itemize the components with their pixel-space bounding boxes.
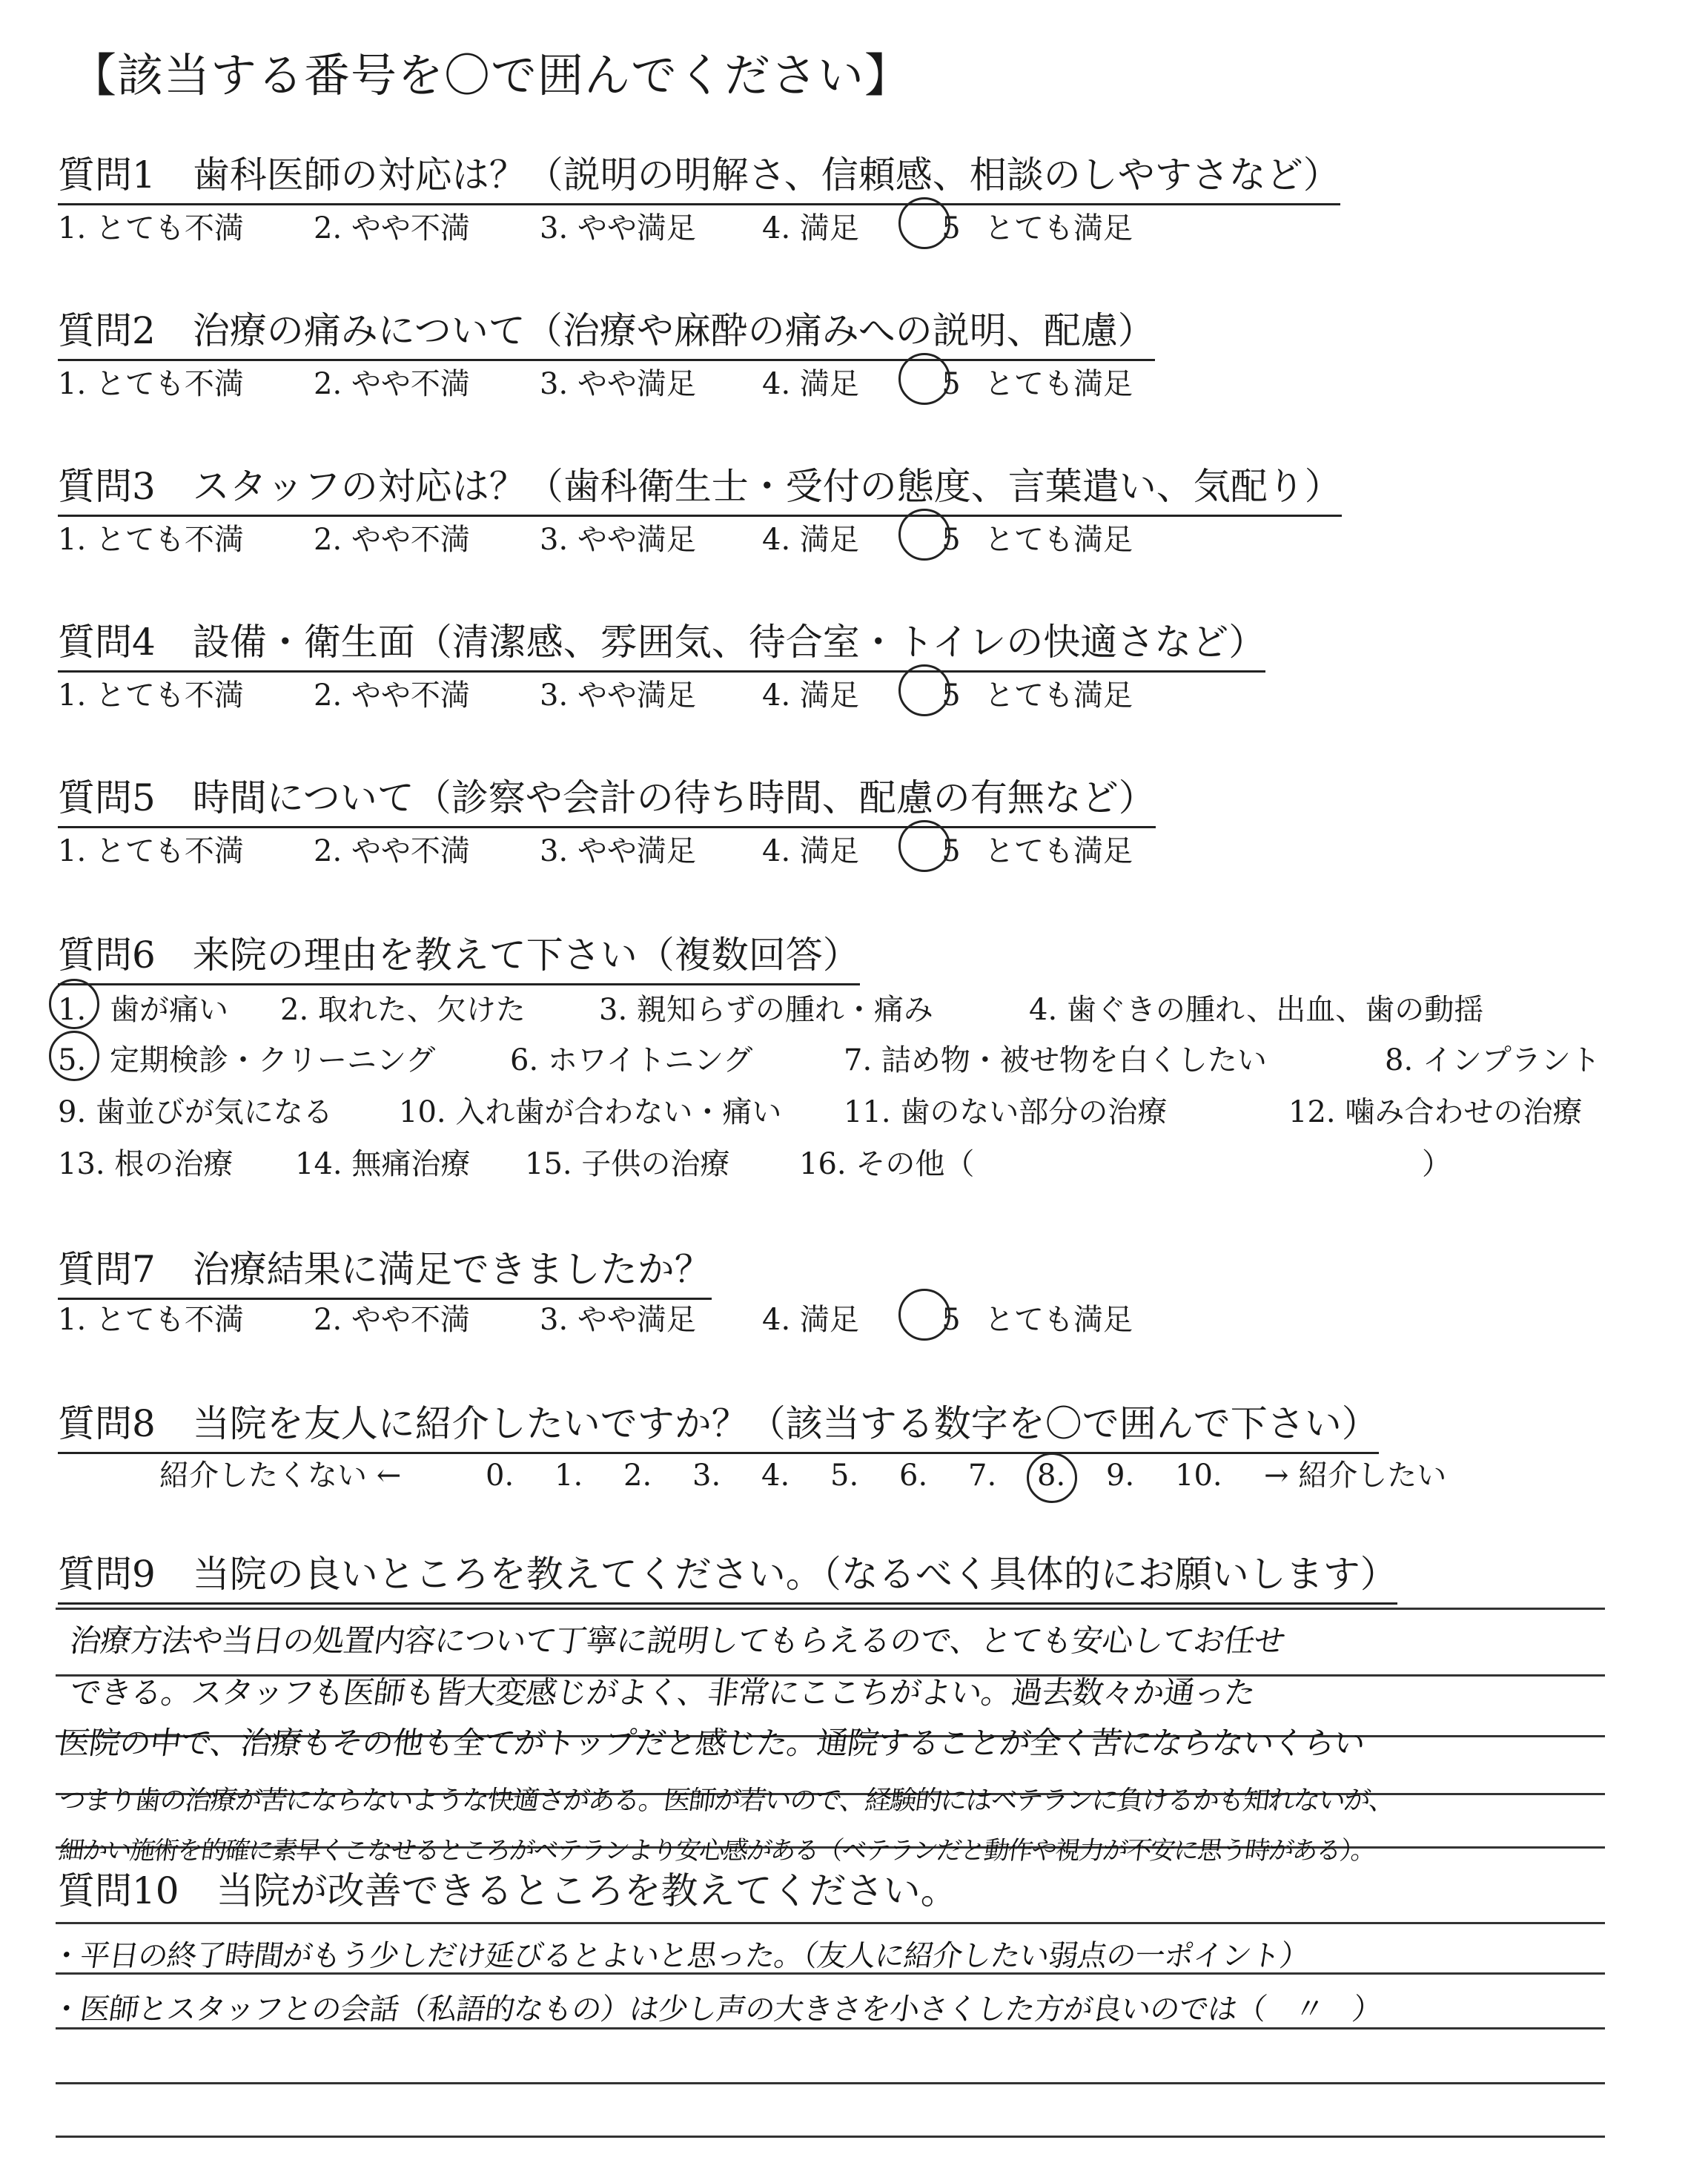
q7-heading: 質問7 治療結果に満足できましたか？ <box>58 1240 712 1300</box>
q4-option-5[interactable]: 5 <box>941 678 961 713</box>
q8-scale-0[interactable]: 0. <box>486 1459 514 1493</box>
q6-option-7[interactable]: 7. 詰め物・被せ物を白くしたい <box>844 1043 1267 1077</box>
q2-option-1[interactable]: 1. とても不満 <box>58 367 244 401</box>
q6-answer-circle-5 <box>49 1031 99 1081</box>
q2-option-5-label: とても満足 <box>984 367 1133 401</box>
q6-line-2 <box>58 1037 1601 1079</box>
q10-rule-5 <box>56 2136 1605 2138</box>
q3-option-1[interactable]: 1. とても不満 <box>58 523 244 557</box>
q9-answer-line-2[interactable]: できる。スタッフも医師も皆大変感じがよく、非常にここちがよい。過去数々か通った <box>67 1674 1258 1711</box>
q6-option-5-label[interactable]: 定期検診・クリーニング <box>110 1043 436 1077</box>
q1-answer-circle <box>898 197 950 249</box>
q8-scale-2[interactable]: 2. <box>623 1459 652 1493</box>
q8-scale-3[interactable]: 3. <box>692 1459 721 1493</box>
q5-option-2[interactable]: 2. やや不満 <box>314 834 470 868</box>
q8-scale-1[interactable]: 1. <box>555 1459 583 1493</box>
q3-answer-circle <box>898 509 950 561</box>
q1-option-5[interactable]: 5 <box>941 211 961 245</box>
q4-option-5-label: とても満足 <box>984 678 1133 713</box>
q6-option-5-number[interactable]: 5. <box>58 1043 87 1077</box>
q4-options <box>58 672 1133 714</box>
q2-answer-circle <box>898 353 950 405</box>
q6-option-11[interactable]: 11. 歯のない部分の治療 <box>844 1095 1168 1129</box>
page-title: 【該当する番号を〇で囲んでください】 <box>70 48 912 102</box>
q4-heading: 質問4 設備・衛生面（清潔感、雰囲気、待合室・トイレの快適さなど） <box>58 612 1265 673</box>
q10-answer-line-1[interactable]: ・平日の終了時間がもう少しだけ延びるとよいと思った。（友人に紹介したい弱点の一ポイント） <box>49 1939 1311 1973</box>
q6-option-13[interactable]: 13. 根の治療 <box>58 1147 234 1181</box>
q8-left-label: 紹介したくない ← <box>159 1459 402 1493</box>
q6-option-10[interactable]: 10. 入れ歯が合わない・痛い <box>399 1095 782 1129</box>
q8-scale-8[interactable]: 8. <box>1037 1459 1106 1493</box>
q10-answer-line-2[interactable]: ・医師とスタッフとの会話（私語的なもの）は少し声の大きさを小さくした方が良いのでは（ 〃 ） <box>49 1992 1384 2027</box>
q7-option-1[interactable]: 1. とても不満 <box>58 1303 244 1337</box>
q2-option-4[interactable]: 4. 満足 <box>762 367 859 401</box>
q6-option-3[interactable]: 3. 親知らずの腫れ・痛み <box>599 993 933 1027</box>
q4-option-3[interactable]: 3. やや満足 <box>540 678 696 713</box>
q5-option-5-label: とても満足 <box>984 834 1133 868</box>
q5-option-5[interactable]: 5 <box>941 834 961 868</box>
q5-answer-circle <box>898 820 950 872</box>
q5-options <box>58 828 1133 870</box>
q1-option-4[interactable]: 4. 満足 <box>762 211 859 245</box>
q2-option-3[interactable]: 3. やや満足 <box>540 367 696 401</box>
q10-heading: 質問10 当院が改善できるところを教えてください。 <box>58 1869 958 1912</box>
q7-option-5-label: とても満足 <box>984 1303 1133 1337</box>
q5-option-1[interactable]: 1. とても不満 <box>58 834 244 868</box>
q10-rule-1 <box>56 1922 1605 1924</box>
q2-option-2[interactable]: 2. やや不満 <box>314 367 470 401</box>
q1-option-1[interactable]: 1. とても不満 <box>58 211 244 245</box>
q2-option-5[interactable]: 5 <box>941 367 961 401</box>
q6-option-2[interactable]: 2. 取れた、欠けた <box>280 993 526 1027</box>
q5-option-3[interactable]: 3. やや満足 <box>540 834 696 868</box>
q3-option-3[interactable]: 3. やや満足 <box>540 523 696 557</box>
q1-option-2[interactable]: 2. やや不満 <box>314 211 470 245</box>
q8-scale-9[interactable]: 9. <box>1106 1459 1135 1493</box>
q3-option-5-label: とても満足 <box>984 523 1133 557</box>
q7-option-4[interactable]: 4. 満足 <box>762 1303 859 1337</box>
q6-option-14[interactable]: 14. 無痛治療 <box>295 1147 471 1181</box>
q6-option-12[interactable]: 12. 噛み合わせの治療 <box>1288 1095 1583 1129</box>
q3-options <box>58 516 1133 558</box>
q6-option-16-close: ） <box>1422 1147 1452 1181</box>
q6-option-15[interactable]: 15. 子供の治療 <box>525 1147 730 1181</box>
q7-answer-circle <box>898 1289 950 1341</box>
q7-option-2[interactable]: 2. やや不満 <box>314 1303 470 1337</box>
q4-answer-circle <box>898 664 950 716</box>
q9-rule-1 <box>56 1608 1605 1610</box>
q6-line-1 <box>58 986 1483 1028</box>
q9-answer-line-1[interactable]: 治療方法や当日の処置内容について丁寧に説明してもらえるので、とても安心してお任せ <box>67 1622 1288 1659</box>
q9-answer-line-3[interactable]: 医院の中で、治療もその他も全てがトップだと感じた。通院することが全く苦にならないくらい <box>56 1725 1367 1761</box>
q8-scale-6[interactable]: 6. <box>899 1459 928 1493</box>
q6-answer-circle-1 <box>49 979 99 1029</box>
q8-scale-7[interactable]: 7. <box>968 1459 997 1493</box>
q8-answer-circle <box>1027 1453 1077 1503</box>
q6-option-1-number[interactable]: 1. <box>58 993 87 1027</box>
q1-options <box>58 205 1133 247</box>
q6-line-3 <box>58 1089 1582 1131</box>
q4-option-1[interactable]: 1. とても不満 <box>58 678 244 713</box>
q3-option-2[interactable]: 2. やや不満 <box>314 523 470 557</box>
q6-option-8[interactable]: 8. インプラント <box>1385 1043 1601 1077</box>
q9-answer-line-4[interactable]: つまり歯の治療が苦にならないような快適さがある。医師が若いので、経験的にはベテランに負けるかも知れないが、 <box>56 1786 1397 1816</box>
q3-option-5[interactable]: 5 <box>941 523 961 557</box>
q6-option-6[interactable]: 6. ホワイトニング <box>510 1043 753 1077</box>
q1-option-3[interactable]: 3. やや満足 <box>540 211 696 245</box>
q1-option-5-label: とても満足 <box>984 211 1133 245</box>
q9-heading: 質問9 当院の良いところを教えてください。（なるべく具体的にお願いします） <box>58 1545 1397 1605</box>
q8-scale-5[interactable]: 5. <box>830 1459 859 1493</box>
q5-heading: 質問5 時間について（診察や会計の待ち時間、配慮の有無など） <box>58 768 1156 828</box>
q3-heading: 質問3 スタッフの対応は？（歯科衛生士・受付の態度、言葉遣い、気配り） <box>58 457 1342 517</box>
q3-option-4[interactable]: 4. 満足 <box>762 523 859 557</box>
q8-right-label: → 紹介したい <box>1264 1459 1447 1493</box>
q8-scale <box>159 1452 1446 1494</box>
q7-option-3[interactable]: 3. やや満足 <box>540 1303 696 1337</box>
q5-option-4[interactable]: 4. 満足 <box>762 834 859 868</box>
q7-options <box>58 1296 1133 1338</box>
q8-heading: 質問8 当院を友人に紹介したいですか？（該当する数字を〇で囲んで下さい） <box>58 1394 1379 1454</box>
q2-options <box>58 360 1133 403</box>
q6-line-4 <box>58 1140 1452 1183</box>
q6-option-9[interactable]: 9. 歯並びが気になる <box>58 1095 333 1129</box>
q9-answer-line-5[interactable]: 細かい施術を的確に素早くこなせるところがベテランより安心感がある（ベテランだと動作や視力が不安に思う時がある）。 <box>56 1836 1377 1866</box>
q2-heading: 質問2 治療の痛みについて（治療や麻酔の痛みへの説明、配慮） <box>58 301 1155 361</box>
q10-rule-4 <box>56 2082 1605 2084</box>
q6-option-16[interactable]: 16. その他（ <box>799 1147 975 1181</box>
q6-heading: 質問6 来院の理由を教えて下さい（複数回答） <box>58 925 860 985</box>
q4-option-2[interactable]: 2. やや不満 <box>314 678 470 713</box>
q6-option-1-label[interactable]: 歯が痛い <box>110 993 228 1027</box>
q1-heading: 質問1 歯科医師の対応は？（説明の明解さ、信頼感、相談のしやすさなど） <box>58 145 1340 205</box>
q6-option-4[interactable]: 4. 歯ぐきの腫れ、出血、歯の動揺 <box>1029 993 1484 1027</box>
q7-option-5[interactable]: 5 <box>941 1303 961 1337</box>
q8-scale-10[interactable]: 10. <box>1175 1459 1222 1493</box>
q4-option-4[interactable]: 4. 満足 <box>762 678 859 713</box>
q8-scale-4[interactable]: 4. <box>761 1459 790 1493</box>
